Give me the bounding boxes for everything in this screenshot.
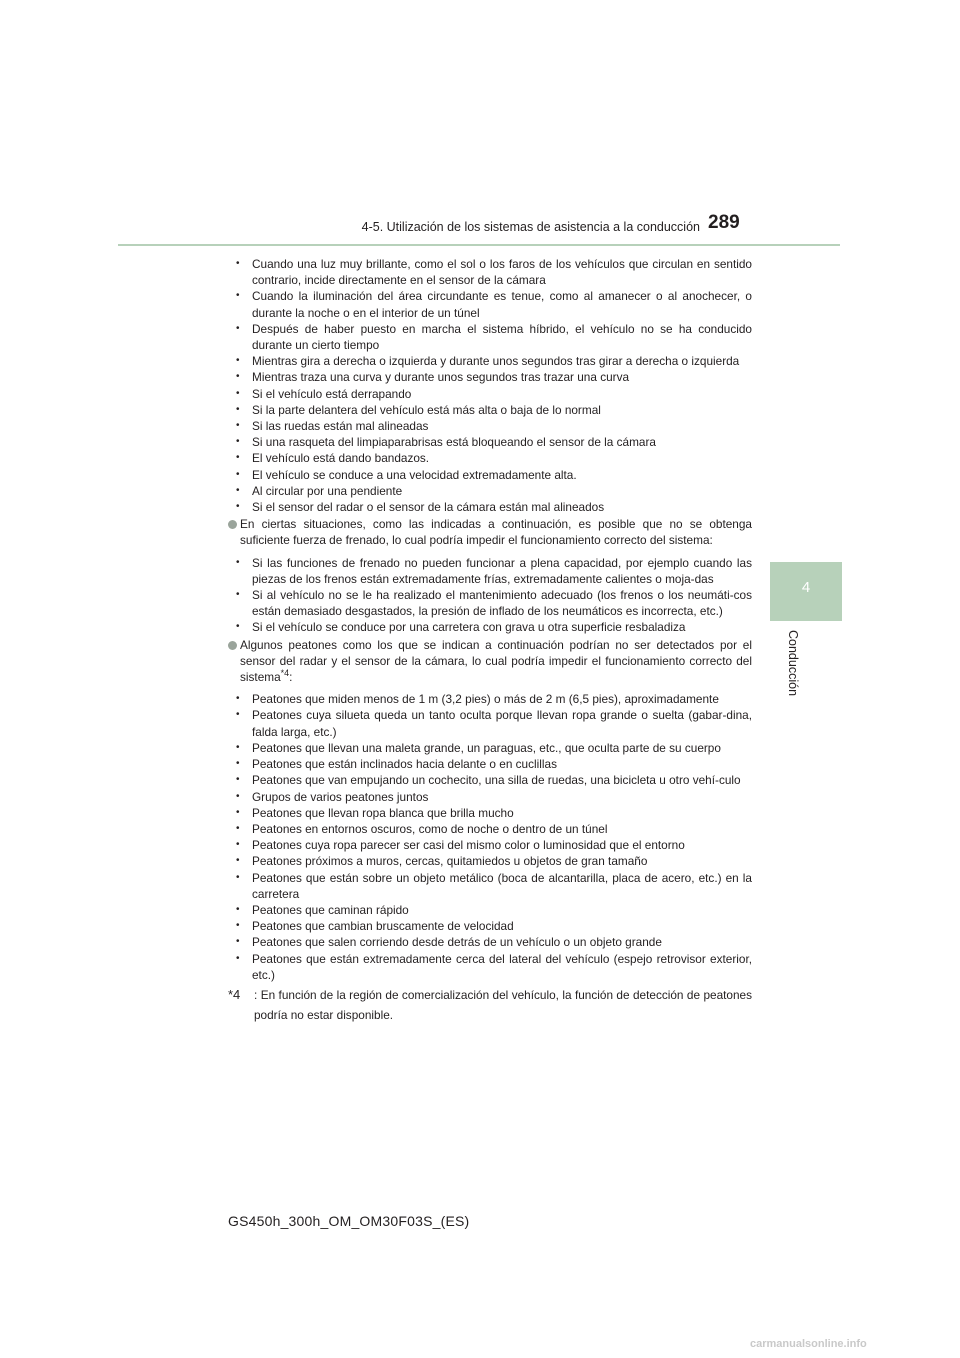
list-item: • Grupos de varios peatones juntos (236, 789, 752, 805)
footnote-mark: *4 (228, 986, 241, 1002)
round-bullet-icon (228, 520, 237, 529)
list-item: • Si el vehículo se conduce por una carretera con grava u otra superficie resbaladiza (236, 619, 752, 635)
round-bullet-icon (228, 641, 237, 650)
note-pedestrians-text: Algunos peatones como los que se indican a continuación podrían no ser detectados por el sensor del radar y el sensor de la cámara, lo cual podría impedir el funcionamiento correcto del sistema (240, 637, 752, 685)
list-item: • Peatones que salen corriendo desde detrás de un vehículo o un objeto grande (236, 934, 752, 950)
list-item: • El vehículo está dando bandazos. (236, 450, 752, 466)
list-item: • Peatones que cambian bruscamente de velocidad (236, 918, 752, 934)
header-divider (118, 244, 840, 246)
braking-conditions-list (236, 555, 752, 636)
list-item: • Al circular por una pendiente (236, 483, 752, 499)
list-item: • Peatones próximos a muros, cercas, quitamiedos u objetos de gran tamaño (236, 853, 752, 869)
list-item: • Peatones que llevan una maleta grande, un paraguas, etc., que oculta parte de su cuerpo (236, 740, 752, 756)
list-item: • El vehículo se conduce a una velocidad extremadamente alta. (236, 467, 752, 483)
camera-conditions-list (236, 256, 752, 515)
pedestrian-list (236, 691, 752, 983)
list-item: • Mientras gira a derecha o izquierda y durante unos segundos tras girar a derecha o izquierda (236, 353, 752, 369)
list-item: • Peatones que están sobre un objeto metálico (boca de alcantarilla, placa de acero, etc.) en la carretera (236, 870, 752, 902)
document-code: GS450h_300h_OM_OM30F03S_(ES) (228, 1213, 470, 1229)
list-item: • Si el sensor del radar o el sensor de la cámara están mal alineados (236, 499, 752, 515)
page-number: 289 (708, 212, 740, 233)
chapter-tab (770, 562, 842, 621)
list-item: • Si al vehículo no se le ha realizado el mantenimiento adecuado (los frenos o los neumáti-cos están demasiado desgastados, la presión de inflado de los neumáticos es incorrecta, etc.) (236, 587, 752, 619)
note-braking-text: En ciertas situaciones, como las indicadas a continuación, es posible que no se obtenga suficiente fuerza de frenado, lo cual podría impedir el funcionamiento correcto del sistema: (240, 517, 752, 548)
list-item: • Si el vehículo está derrapando (236, 386, 752, 402)
list-item: • Si la parte delantera del vehículo está más alta o baja de lo normal (236, 402, 752, 418)
main-content (228, 256, 752, 1025)
note-pedestrians (228, 637, 752, 686)
watermark: carmanualsonline.info (750, 1338, 867, 1350)
list-item: • Cuando una luz muy brillante, como el sol o los faros de los vehículos que circulan en sentido contrario, incide directamente en el sensor de la cámara (236, 256, 752, 288)
list-item: • Peatones que están inclinados hacia delante o en cuclillas (236, 756, 752, 772)
footnote-text: : En función de la región de comercialización del vehículo, la función de detección de peatones podría no estar disponible. (254, 987, 752, 1022)
section-title: 4-5. Utilización de los sistemas de asistencia a la conducción (361, 220, 700, 234)
list-item: • Peatones cuya ropa parecer ser casi del mismo color o luminosidad que el entorno (236, 837, 752, 853)
list-item: • Peatones que llevan ropa blanca que brilla mucho (236, 805, 752, 821)
list-item: • Cuando la iluminación del área circundante es tenue, como al amanecer o al anochecer, o durante la noche o en el interior de un túnel (236, 288, 752, 320)
list-item: • Peatones que miden menos de 1 m (3,2 pies) o más de 2 m (6,5 pies), aproximadamente (236, 691, 752, 707)
list-item: • Peatones en entornos oscuros, como de noche o dentro de un túnel (236, 821, 752, 837)
list-item: • Mientras traza una curva y durante unos segundos tras trazar una curva (236, 369, 752, 385)
note-braking (228, 516, 752, 548)
list-item: • Peatones que caminan rápido (236, 902, 752, 918)
footnote-ref: *4 (280, 668, 290, 679)
list-item: • Peatones cuya silueta queda un tanto oculta porque llevan ropa grande o suelta (gabar-dina, falda larga, etc.) (236, 707, 752, 739)
list-item: • Después de haber puesto en marcha el sistema híbrido, el vehículo no se ha conducido durante un cierto tiempo (236, 321, 752, 353)
list-item: • Peatones que están extremadamente cerca del lateral del vehículo (espejo retrovisor exterior, etc.) (236, 951, 752, 983)
list-item: • Peatones que van empujando un cochecito, una silla de ruedas, una bicicleta u otro vehí-culo (236, 772, 752, 788)
footnote (228, 985, 752, 1025)
note-pedestrians-suffix: : (289, 670, 293, 685)
chapter-label: Conducción (786, 630, 800, 697)
list-item: • Si una rasqueta del limpiaparabrisas está bloqueando el sensor de la cámara (236, 434, 752, 450)
list-item: • Si las funciones de frenado no pueden funcionar a plena capacidad, por ejemplo cuando las piezas de los frenos están extremadamente frías, extremadamente calientes o moja-das (236, 555, 752, 587)
list-item: • Si las ruedas están mal alineadas (236, 418, 752, 434)
chapter-number: 4 (801, 579, 811, 596)
